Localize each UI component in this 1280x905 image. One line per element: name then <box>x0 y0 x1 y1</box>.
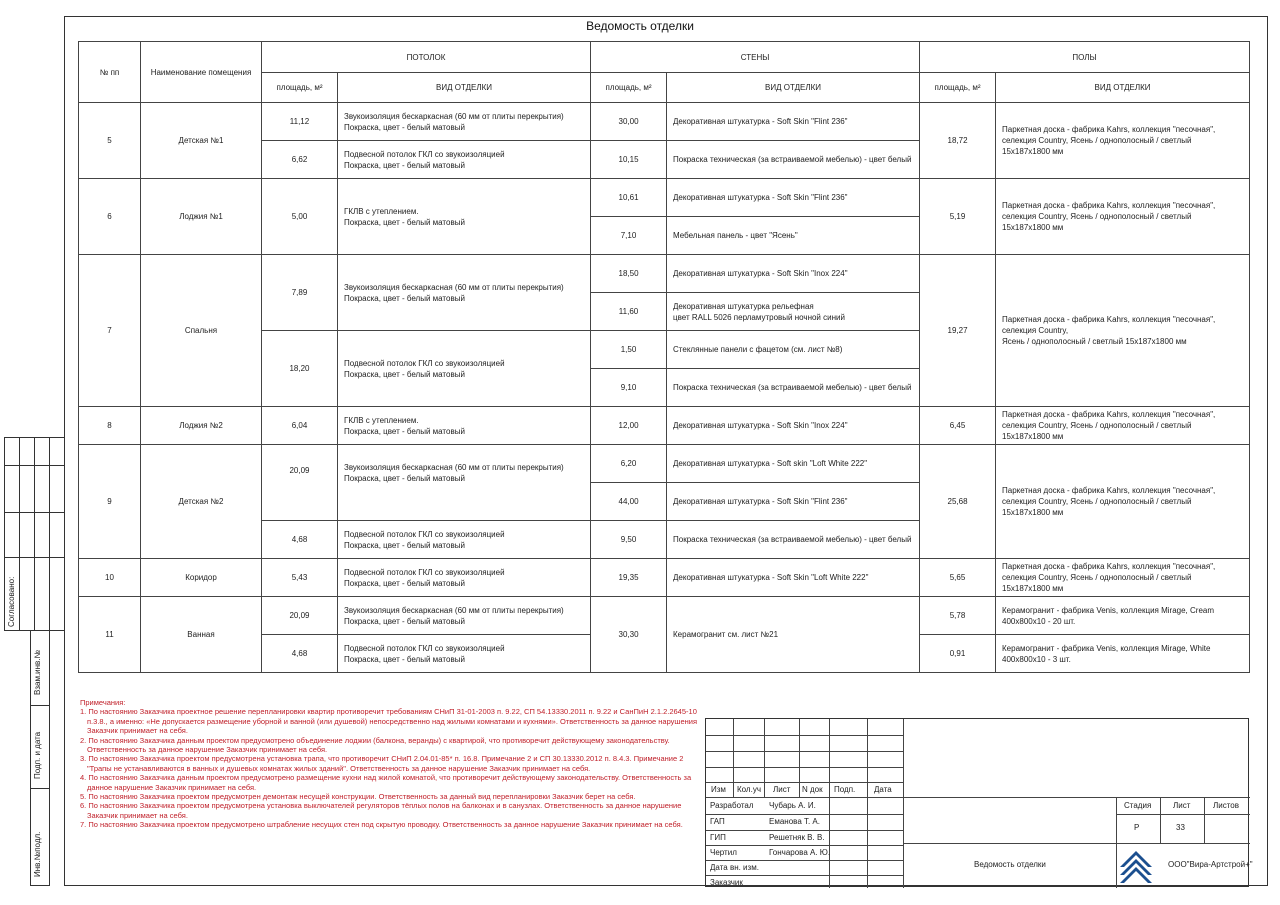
header-walls-finish: ВИД ОТДЕЛКИ <box>667 73 920 103</box>
wall-finish: Декоративная штукатурка рельефная цвет RALL 5026 перламутровый ночной синий <box>667 293 920 331</box>
inv-replace-label: Взам.инв.№ <box>33 649 42 695</box>
note-item: 5. По настоянию Заказчика проектом предусмотрен демонтаж несущей конструкции. Ответственность за данный вид перепланировки Заказчик берет на себя. <box>80 792 636 802</box>
ceiling-finish: Подвесной потолок ГКЛ со звукоизоляцией Покраска, цвет - белый матовый <box>338 635 591 673</box>
ceiling-area: 4,68 <box>262 635 338 673</box>
row-num: 7 <box>79 255 141 407</box>
ceiling-area: 5,43 <box>262 559 338 597</box>
table-row <box>79 445 1250 483</box>
ceiling-finish: Подвесной потолок ГКЛ со звукоизоляцией Покраска, цвет - белый матовый <box>338 559 591 597</box>
room-name: Лоджия №1 <box>141 179 262 255</box>
wall-area: 11,60 <box>591 293 667 331</box>
floor-finish: Паркетная доска - фабрика Kahrs, коллекция "песочная", селекция Country, Ясень / однополосный / светлый 15х187х1800 мм <box>996 255 1250 407</box>
table-row <box>79 407 1250 445</box>
sheet-title: Ведомость отделки <box>974 860 1046 869</box>
person-name: Решетняк В. В. <box>769 833 825 842</box>
title-block <box>705 718 1253 887</box>
floor-finish: Паркетная доска - фабрика Kahrs, коллекция "песочная", селекция Country, Ясень / однополосный / светлый 15х187х1800 мм <box>996 559 1250 597</box>
row-num: 8 <box>79 407 141 445</box>
stage-value: Р <box>1134 823 1140 832</box>
floor-area: 5,78 <box>920 597 996 635</box>
wall-finish: Декоративная штукатурка - Soft Skin "Inox 224" <box>667 407 920 445</box>
inv-orig-label: Инв.№подл. <box>33 831 42 877</box>
wall-finish: Мебельная панель - цвет "Ясень" <box>667 217 920 255</box>
ceiling-finish: Звукоизоляция бескаркасная (60 мм от плиты перекрытия) Покраска, цвет - белый матовый <box>338 445 591 521</box>
sheet-label: Лист <box>1173 801 1191 810</box>
room-name: Ванная <box>141 597 262 673</box>
ceiling-finish: ГКЛВ с утеплением. Покраска, цвет - белый матовый <box>338 407 591 445</box>
person-name: Еманова Т. А. <box>769 817 820 826</box>
ceiling-area: 4,68 <box>262 521 338 559</box>
floor-area: 0,91 <box>920 635 996 673</box>
sheet-value: 33 <box>1176 823 1185 832</box>
finish-schedule-table <box>78 41 1250 673</box>
wall-finish: Керамогранит см. лист №21 <box>667 597 920 673</box>
ceiling-area: 18,20 <box>262 331 338 407</box>
header-walls: СТЕНЫ <box>591 42 920 73</box>
table-row <box>79 559 1250 597</box>
role-label: Чертил <box>710 848 737 857</box>
company-name: ООО"Вира-Артстрой+" <box>1168 860 1253 869</box>
wall-finish: Декоративная штукатурка - Soft Skin "Flint 236" <box>667 179 920 217</box>
ceiling-area: 11,12 <box>262 103 338 141</box>
document-title: Ведомость отделки <box>586 19 694 33</box>
col-header: Кол.уч <box>737 785 761 794</box>
ceiling-area: 7,89 <box>262 255 338 331</box>
header-floors-area: площадь, м² <box>920 73 996 103</box>
wall-area: 9,10 <box>591 369 667 407</box>
ceiling-finish: Звукоизоляция бескаркасная (60 мм от плиты перекрытия) Покраска, цвет - белый матовый <box>338 255 591 331</box>
ceiling-area: 20,09 <box>262 445 338 521</box>
row-num: 9 <box>79 445 141 559</box>
room-name: Спальня <box>141 255 262 407</box>
wall-finish: Декоративная штукатурка - Soft Skin "Inox 224" <box>667 255 920 293</box>
sheets-label: Листов <box>1213 801 1239 810</box>
header-floors-finish: ВИД ОТДЕЛКИ <box>996 73 1250 103</box>
ceiling-area: 6,62 <box>262 141 338 179</box>
header-walls-area: площадь, м² <box>591 73 667 103</box>
col-header: N док <box>802 785 823 794</box>
ceiling-finish: Подвесной потолок ГКЛ со звукоизоляцией Покраска, цвет - белый матовый <box>338 521 591 559</box>
header-num: № пп <box>79 42 141 103</box>
wall-finish: Декоративная штукатурка - Soft Skin "Flint 236" <box>667 483 920 521</box>
floor-finish: Керамогранит - фабрика Venis, коллекция Mirage, White 400х800х10 - 3 шт. <box>996 635 1250 673</box>
floor-finish: Паркетная доска - фабрика Kahrs, коллекция "песочная", селекция Country, Ясень / однополосный / светлый 15х187х1800 мм <box>996 179 1250 255</box>
ceiling-finish: Звукоизоляция бескаркасная (60 мм от плиты перекрытия) Покраска, цвет - белый матовый <box>338 597 591 635</box>
company-logo-icon <box>1118 845 1154 885</box>
table-row <box>79 597 1250 635</box>
wall-area: 9,50 <box>591 521 667 559</box>
wall-area: 18,50 <box>591 255 667 293</box>
ceiling-finish: ГКЛВ с утеплением. Покраска, цвет - белый матовый <box>338 179 591 255</box>
note-item: 7. По настоянию Заказчика проектом предусмотрено штрабление несущих стен под скрытую проводку. Ответственность за данное нарушение Заказчик принимает на себя. <box>80 820 683 830</box>
col-header: Подп. <box>834 785 856 794</box>
wall-area: 30,00 <box>591 103 667 141</box>
header-room: Наименование помещения <box>141 42 262 103</box>
binding-strip <box>4 437 64 886</box>
stage-label: Стадия <box>1124 801 1152 810</box>
role-label: Дата вн. изм. <box>710 863 759 872</box>
floor-area: 6,45 <box>920 407 996 445</box>
floor-finish: Паркетная доска - фабрика Kahrs, коллекция "песочная", селекция Country, Ясень / однополосный / светлый 15х187х1800 мм <box>996 445 1250 559</box>
person-name: Гончарова А. Ю. <box>769 848 831 857</box>
wall-finish: Декоративная штукатурка - Soft Skin "Loft White 222" <box>667 559 920 597</box>
floor-area: 19,27 <box>920 255 996 407</box>
floor-area: 25,68 <box>920 445 996 559</box>
col-header: Дата <box>874 785 892 794</box>
logo-stripe <box>1120 867 1152 883</box>
table-row <box>79 179 1250 217</box>
room-name: Лоджия №2 <box>141 407 262 445</box>
role-label: ГАП <box>710 817 725 826</box>
row-num: 5 <box>79 103 141 179</box>
note-item: 3. По настоянию Заказчика проектом предусмотрена установка трапа, что противоречит СНиП 2.04.01-85* п. 16.8. Примечание 2 и СП 30.13330.2012 п. 8.4.3. Примечание 2 "Трапы не устанавливаются в ванных и душевых комнатах жилых зданий". Ответственность за данное нарушение Заказчик принимает на себя. <box>80 754 684 773</box>
note-item: 4. По настоянию Заказчика данным проектом предусмотрено размещение кухни над жилой комнатой, что противоречит действующему законодательству. Ответственность за данное нарушение Заказчик принимает на себя. <box>80 773 692 792</box>
wall-area: 7,10 <box>591 217 667 255</box>
wall-finish: Покраска техническая (за встраиваемой мебелью) - цвет белый <box>667 521 920 559</box>
wall-area: 44,00 <box>591 483 667 521</box>
room-name: Детская №2 <box>141 445 262 559</box>
table-row <box>79 255 1250 293</box>
row-num: 11 <box>79 597 141 673</box>
floor-finish: Паркетная доска - фабрика Kahrs, коллекция "песочная", селекция Country, Ясень / однополосный / светлый 15х187х1800 мм <box>996 103 1250 179</box>
col-header: Лист <box>773 785 791 794</box>
header-floors: ПОЛЫ <box>920 42 1250 73</box>
wall-area: 19,35 <box>591 559 667 597</box>
wall-area: 30,30 <box>591 597 667 673</box>
header-ceiling-finish: ВИД ОТДЕЛКИ <box>338 73 591 103</box>
ceiling-area: 5,00 <box>262 179 338 255</box>
floor-area: 18,72 <box>920 103 996 179</box>
ceiling-area: 6,04 <box>262 407 338 445</box>
role-label: ГИП <box>710 833 726 842</box>
agreed-label: Согласовано: <box>7 576 16 627</box>
row-num: 6 <box>79 179 141 255</box>
wall-area: 12,00 <box>591 407 667 445</box>
floor-finish: Паркетная доска - фабрика Kahrs, коллекция "песочная", селекция Country, Ясень / однополосный / светлый 15х187х1800 мм <box>996 407 1250 445</box>
ceiling-area: 20,09 <box>262 597 338 635</box>
ceiling-finish: Подвесной потолок ГКЛ со звукоизоляцией Покраска, цвет - белый матовый <box>338 141 591 179</box>
table-row <box>79 103 1250 141</box>
ceiling-finish: Звукоизоляция бескаркасная (60 мм от плиты перекрытия) Покраска, цвет - белый матовый <box>338 103 591 141</box>
header-ceiling-area: площадь, м² <box>262 73 338 103</box>
notes-block <box>80 698 700 830</box>
col-header: Изм <box>711 785 726 794</box>
room-name: Детская №1 <box>141 103 262 179</box>
floor-finish: Керамогранит - фабрика Venis, коллекция Mirage, Cream 400х800х10 - 20 шт. <box>996 597 1250 635</box>
ceiling-finish: Подвесной потолок ГКЛ со звукоизоляцией Покраска, цвет - белый матовый <box>338 331 591 407</box>
wall-finish: Стеклянные панели с фацетом (см. лист №8) <box>667 331 920 369</box>
notes-title: Примечания: <box>80 698 126 707</box>
note-item: 1. По настоянию Заказчика проектное решение перепланировки квартир противоречит требованиям СНиП 31-01-2003 п. 9.22, СП 54.13330.2011 п. 9.22 и СанПиН 2.1.2.2645-10 п.3.8., а именно: «Не допускается размещение уборной и ванной (или душевой) непосредственно над жилыми комнатами и кухнями». Ответственность за данное нарушения Заказчик принимает на себя. <box>80 707 698 736</box>
floor-area: 5,19 <box>920 179 996 255</box>
row-num: 10 <box>79 559 141 597</box>
wall-area: 10,15 <box>591 141 667 179</box>
floor-area: 5,65 <box>920 559 996 597</box>
role-label: Заказчик <box>710 878 743 887</box>
wall-finish: Покраска техническая (за встраиваемой мебелью) - цвет белый <box>667 141 920 179</box>
wall-area: 10,61 <box>591 179 667 217</box>
wall-area: 6,20 <box>591 445 667 483</box>
note-item: 2. По настоянию Заказчика данным проектом предусмотрено объединение лоджии (балкона, веранды) с квартирой, что противоречит действующему законодательству. Ответственность за данное нарушение Заказчик принимает на себя. <box>80 735 670 755</box>
person-name: Чубарь А. И. <box>769 801 816 810</box>
wall-finish: Декоративная штукатурка - Soft skin "Loft White 222" <box>667 445 920 483</box>
role-label: Разработал <box>710 801 754 810</box>
note-item: 6. По настоянию Заказчика проектом предусмотрена установка выключателей регуляторов тёплых полов на балконах и в санузлах. Ответственность за данное нарушение Заказчик принимает на себя. <box>80 801 682 820</box>
sign-date-label: Подп. и дата <box>33 731 42 779</box>
wall-area: 1,50 <box>591 331 667 369</box>
wall-finish: Покраска техническая (за встраиваемой мебелью) - цвет белый <box>667 369 920 407</box>
wall-finish: Декоративная штукатурка - Soft Skin "Flint 236" <box>667 103 920 141</box>
header-ceiling: ПОТОЛОК <box>262 42 591 73</box>
room-name: Коридор <box>141 559 262 597</box>
